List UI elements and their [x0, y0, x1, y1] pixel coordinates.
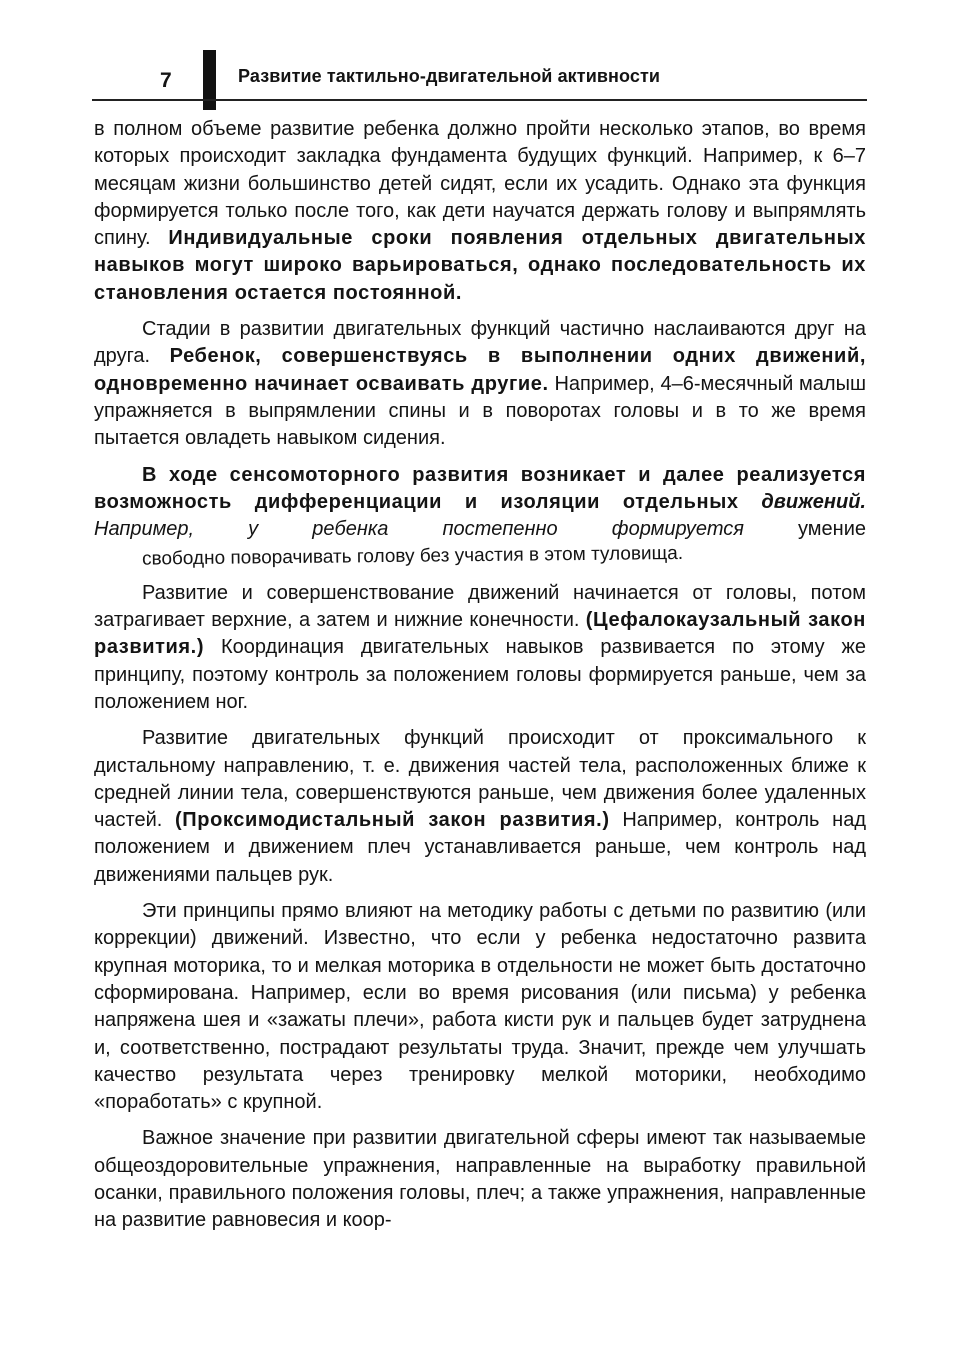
paragraph-3-italic: Например, у ребенка постепенно формируется [94, 518, 744, 541]
paragraph-5-text-start: Развитие двигательных функций происходит от проксимального к дистальному направлению, т. е. движения частей тела, расположенных ближе к средней линии тела, совершенствуются раньше, чем движения более удаленных частей. [94, 727, 866, 832]
paragraph-5-text-end: Например, контроль над положением и движением плеч устанавливается раньше, чем контроль над движениями пальцев рук. [94, 809, 867, 886]
paragraph-1-bold: Индивидуальные сроки появления отдельных двигательных навыков могут широко варьироваться, однако последовательность их становления остается постоянной. [94, 227, 866, 304]
paragraph-3-text: умение [743, 518, 867, 541]
paragraph-1-text: в полном объеме развитие ребенка должно пройти несколько этапов, во время которых происходит закладка фундамента будущих функций. Например, к 6–7 месяцам жизни большинство детей сидят, если их усадить. Однако эта функция формируется только после того, как дети научатся держать голову и выпрямлять спину. [94, 118, 866, 250]
paragraph-6 [94, 898, 866, 1116]
paragraph-3-bold: В ходе сенсомоторного развития возникает и далее реализуется возможность дифференциации и изоляции отдельных [94, 463, 866, 513]
paragraph-4-bold: (Цефалокаузальный закон развития.) [94, 609, 866, 659]
header-rule [92, 99, 867, 101]
running-title: Развитие тактильно-двигательной активности [238, 66, 661, 86]
paragraph-6-text: Эти принципы прямо влияют на методику работы с детьми по развитию (или коррекции) движений. Известно, что если у ребенка недостаточно развита крупная моторика, то и мелкая моторика в отдельности не может быть достаточно сформирована. Например, если во время рисования (или письма) у ребенка напряжена шея и «зажаты плечи», работа кисти рук и пальцев будет затруднена и, соответственно, пострадают результаты труда. Значит, прежде чем улучшать качество результата через тренировку мелкой моторики, необходимо «поработать» с крупной. [94, 900, 866, 1114]
page-number: 7 [160, 69, 172, 92]
paragraph-2-text-start: Стадии в развитии двигательных функций частично наслаиваются друг на друга. [94, 318, 866, 368]
paragraph-2-text-end: Например, 4–6-месячный малыш упражняется в выпрямлении спины и в поворотах головы и в то же время пытается овладеть навыком сидения. [94, 372, 866, 450]
paragraph-5-bold: (Проксимодистальный закон развития.) [175, 809, 610, 832]
paragraph-3 [94, 462, 866, 571]
paragraph-2-bold: Ребенок, совершенствуясь в выполнении одних движений, одновременно начинает осваивать другие. [94, 345, 866, 395]
paragraph-2 [94, 316, 866, 452]
paragraph-4-text-start: Развитие и совершенствование движений начинается от головы, потом затрагивает верхние, а затем и нижние конечности. [94, 581, 866, 632]
header-bar-marker [203, 50, 216, 110]
paragraph-4 [94, 580, 866, 716]
paragraph-7 [94, 1125, 866, 1234]
paragraph-4-text-end: Координация двигательных навыков развивается по этому же принципу, поэтому контроль за положением головы формируется раньше, чем за положением ног. [94, 636, 866, 713]
paragraph-3-bold-italic: движений. [761, 490, 866, 513]
paragraph-7-text: Важное значение при развитии двигательной сферы имеют так называемые общеоздоровительные упражнения, направленные на выработку правильной осанки, правильного положения головы, плеч; а также упражнения, направленные на развитие равновесия и коор- [94, 1127, 866, 1232]
paragraph-1 [94, 116, 866, 307]
paragraph-5 [94, 725, 866, 889]
paragraph-3-skewed-line: свободно поворачивать голову без участия в этом туловища. [141, 543, 684, 571]
page-body [94, 116, 866, 1244]
